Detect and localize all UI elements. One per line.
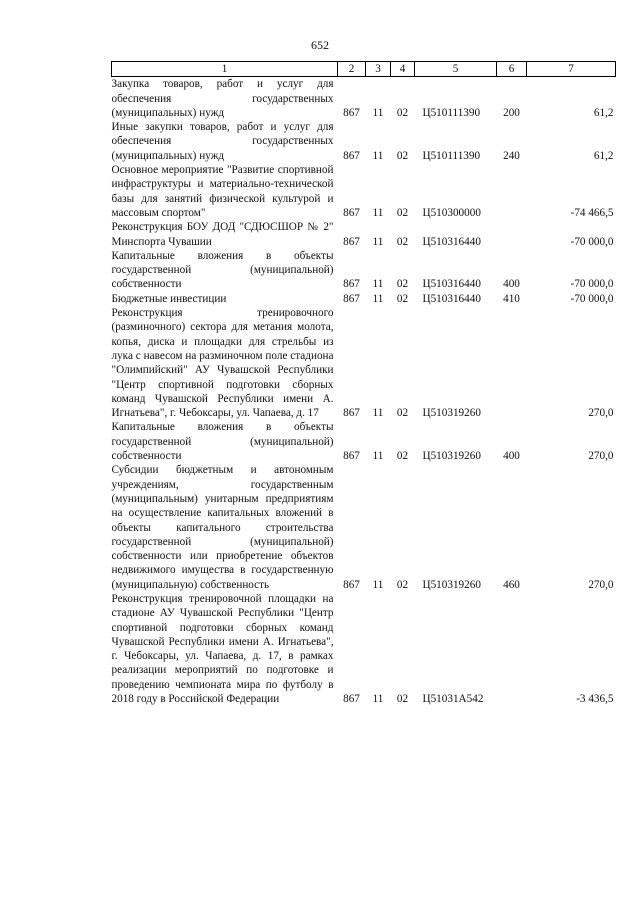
expense-type-code xyxy=(497,163,527,220)
target-article-code: Ц51031А542 xyxy=(422,693,484,706)
row-description: Иные закупки товаров, работ и услуг для обеспечения государственных (муниципальных) нужд xyxy=(111,121,334,162)
row-description: Реконструкция БОУ ДОД "СДЮСШОР № 2" Минспорта Чувашии xyxy=(111,221,334,248)
table-row xyxy=(112,463,616,592)
section-code: 11 xyxy=(372,407,384,420)
admin-code: 867 xyxy=(343,407,360,420)
amount: -3 436,5 xyxy=(576,693,614,706)
target-article-code: Ц510319260 xyxy=(422,578,481,591)
column-header: 5 xyxy=(415,62,497,77)
subsection-code: 02 xyxy=(396,235,409,248)
row-description: Капитальные вложения в объекты государственной (муниципальной) собственности xyxy=(111,421,334,463)
target-article-code: Ц510300000 xyxy=(422,206,481,219)
section-code: 11 xyxy=(372,149,384,162)
admin-code: 867 xyxy=(343,149,360,162)
admin-code: 867 xyxy=(343,206,360,219)
table-row xyxy=(112,306,616,420)
table-row xyxy=(112,220,616,249)
subsection-code: 02 xyxy=(396,106,409,119)
section-code: 11 xyxy=(372,693,384,706)
expense-type-code: 460 xyxy=(503,578,520,591)
table-row xyxy=(112,77,616,120)
header-row xyxy=(112,62,616,77)
budget-table xyxy=(111,61,616,706)
column-header: 3 xyxy=(366,62,391,77)
row-description: Бюджетные инвестиции xyxy=(111,292,227,305)
subsection-code: 02 xyxy=(396,278,409,291)
target-article-code: Ц510111390 xyxy=(422,106,481,119)
amount: 61,2 xyxy=(593,149,614,162)
row-description: Реконструкция тренировочной площадки на стадионе АУ Чувашской Республики "Центр спортивной подготовки сборных команд Чувашской Республики имени А. Игнатьева", г. Чебоксары, ул. Чапаева, д. 17, в рамках реализации мероприятий по подготовке и проведению чемпионата мира по футболу в 2018 году в Российской Федерации xyxy=(111,592,334,706)
admin-code: 867 xyxy=(343,278,360,291)
row-description: Реконструкция тренировочного (разминочного) сектора для метания молота, копья, диска и площадки для стрельбы из лука с навесом на разминочном поле стадиона "Олимпийский" АУ Чувашской Республики "Центр спортивной подготовки сборных команд Чувашской Республики имени А. Игнатьева", г. Чебоксары, ул. Чапаева, д. 17 xyxy=(111,307,334,420)
amount: -70 000,0 xyxy=(570,278,614,291)
row-description: Закупка товаров, работ и услуг для обеспечения государственных (муниципальных) нужд xyxy=(111,78,334,119)
admin-code: 867 xyxy=(343,693,360,706)
section-code: 11 xyxy=(372,235,384,248)
admin-code: 867 xyxy=(343,578,360,591)
expense-type-code xyxy=(497,592,527,706)
target-article-code: Ц510316440 xyxy=(422,278,481,291)
amount: 61,2 xyxy=(593,106,614,119)
subsection-code: 02 xyxy=(396,407,409,420)
expense-type-code: 400 xyxy=(503,278,520,291)
target-article-code: Ц510316440 xyxy=(422,235,481,248)
target-article-code: Ц510319260 xyxy=(422,450,481,463)
target-article-code: Ц510316440 xyxy=(422,292,481,305)
admin-code: 867 xyxy=(343,450,360,463)
subsection-code: 02 xyxy=(396,292,409,305)
section-code: 11 xyxy=(372,278,384,291)
target-article-code: Ц510319260 xyxy=(422,407,481,420)
column-header: 7 xyxy=(527,62,616,77)
subsection-code: 02 xyxy=(396,578,409,591)
subsection-code: 02 xyxy=(396,693,409,706)
expense-type-code: 410 xyxy=(503,292,520,305)
target-article-code: Ц510111390 xyxy=(422,149,481,162)
expense-type-code: 200 xyxy=(503,106,520,119)
column-header: 2 xyxy=(338,62,366,77)
expense-type-code: 400 xyxy=(503,450,520,463)
row-description: Капитальные вложения в объекты государственной (муниципальной) собственности xyxy=(111,249,334,291)
column-header: 4 xyxy=(391,62,415,77)
table-row xyxy=(112,292,616,306)
admin-code: 867 xyxy=(343,106,360,119)
amount: 270,0 xyxy=(588,578,614,591)
table-row xyxy=(112,120,616,163)
section-code: 11 xyxy=(372,106,384,119)
expense-type-code: 240 xyxy=(503,149,520,162)
section-code: 11 xyxy=(372,578,384,591)
amount: -70 000,0 xyxy=(570,292,614,305)
amount: 270,0 xyxy=(588,407,614,420)
subsection-code: 02 xyxy=(396,450,409,463)
table-row xyxy=(112,420,616,463)
section-code: 11 xyxy=(372,292,384,305)
table-row xyxy=(112,249,616,292)
row-description: Субсидии бюджетным и автономным учреждениям, государственным (муниципальным) унитарным предприятиям на осуществление капитальных вложений в объекты капитального строительства государственной (муниципальной) собственности или приобретение объектов недвижимого имущества в государственную (муниципальную) собственность xyxy=(111,464,334,591)
subsection-code: 02 xyxy=(396,206,409,219)
expense-type-code xyxy=(497,306,527,420)
subsection-code: 02 xyxy=(396,149,409,162)
section-code: 11 xyxy=(372,206,384,219)
table-row xyxy=(112,592,616,706)
table-row xyxy=(112,163,616,220)
amount: -70 000,0 xyxy=(570,235,614,248)
section-code: 11 xyxy=(372,450,384,463)
column-header: 6 xyxy=(497,62,527,77)
expense-type-code xyxy=(497,220,527,249)
admin-code: 867 xyxy=(343,235,360,248)
row-description: Основное мероприятие "Развитие спортивной инфраструктуры и материально-технической базы для занятий физической культурой и массовым спортом" xyxy=(111,164,334,219)
amount: -74 466,5 xyxy=(570,206,614,219)
amount: 270,0 xyxy=(588,450,614,463)
admin-code: 867 xyxy=(343,292,360,305)
page-number: 652 xyxy=(311,38,329,52)
column-header: 1 xyxy=(112,62,338,77)
